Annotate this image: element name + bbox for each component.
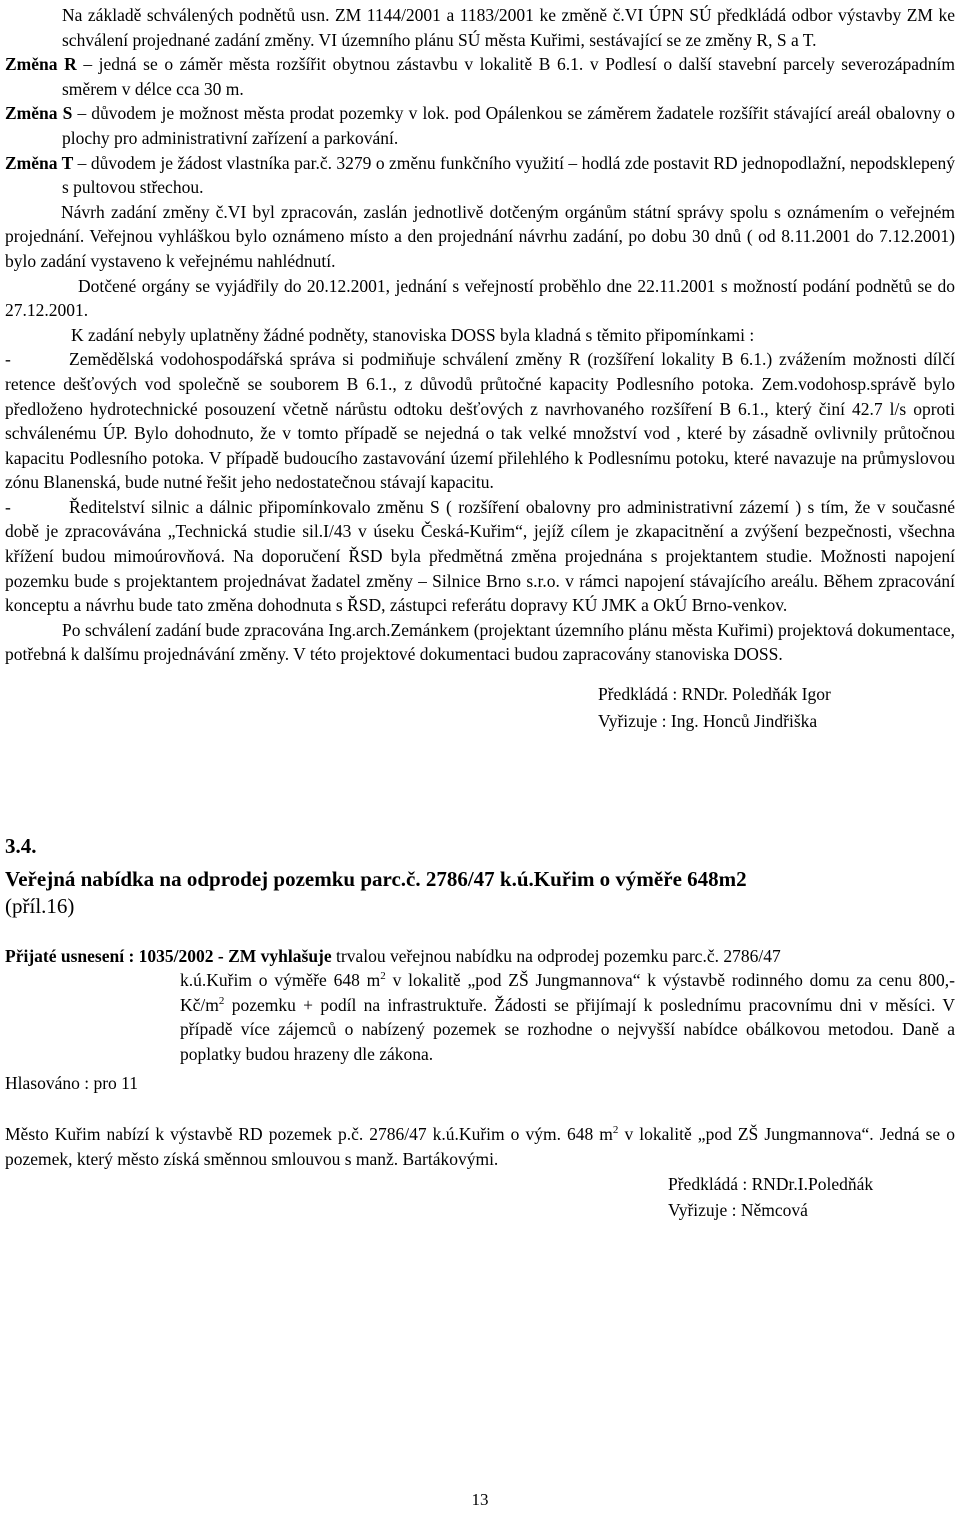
section-title	[5, 866, 955, 920]
page-number: 13	[471, 1490, 489, 1509]
section-title-bold: Veřejná nabídka na odprodej pozemku parc.č. 2786/47 k.ú.Kuřim o výměře 648m2	[5, 866, 747, 891]
remarks-intro-paragraph	[5, 323, 955, 348]
change-s-text: – důvodem je možnost města prodat pozemky v lok. pod Opálenkou se záměrem žadatele rozšířit stávající areál obalovny o plochy pro administrativní zařízení a parkování.	[62, 103, 956, 148]
section-presenter: Předkládá : RNDr.I.Poledňák	[668, 1174, 874, 1195]
intro-signature	[5, 681, 955, 736]
change-s-label: Změna S	[5, 103, 73, 124]
change-t-label: Změna T	[5, 152, 74, 173]
resolution-text-a: k.ú.Kuřim o výměře 648 m	[180, 970, 381, 991]
intro-handler: Vyřizuje : Ing. Honců Jindřiška	[598, 711, 818, 732]
section-title-attachment: (příl.16)	[5, 893, 75, 918]
draft-paragraph	[5, 200, 955, 274]
bullet-dash: -	[5, 496, 11, 517]
document-page	[5, 3, 955, 1223]
offer-text-a: Město Kuřim nabízí k výstavbě RD pozemek p.č. 2786/47 k.ú.Kuřim o vým. 648 m	[5, 1124, 613, 1145]
draft-text: Návrh zadání změny č.VI byl zpracován, zaslán jednotlivě dotčeným orgánům státní správy spolu s oznámením o veřejném projednání. Veřejnou vyhláškou bylo oznámeno místo a den projednání návrhu zadání, po dobu 30 dnů ( od 8.11.2001 do 7.12.2001) bylo zadání vystaveno k veřejnému nahlédnutí.	[5, 201, 955, 271]
area-superscript: 2	[380, 970, 386, 983]
vote-result: Hlasováno : pro 11	[5, 1072, 139, 1093]
offer-paragraph	[5, 1122, 955, 1171]
approval-paragraph	[5, 618, 955, 667]
resolution-first-line	[5, 944, 955, 969]
section-handler: Vyřizuje : Němcová	[668, 1200, 808, 1221]
resolution-label: Přijaté usnesení : 1035/2002 - ZM vyhlašuje	[5, 945, 332, 966]
resolution-first-text: trvalou veřejnou nabídku na odprodej pozemku parc.č. 2786/47	[331, 945, 781, 966]
change-r-label: Změna R	[5, 54, 77, 75]
remarks-intro-text: K zadání nebyly uplatněny žádné podněty, stanoviska DOSS byla kladná s těmito připomínkami :	[71, 324, 755, 345]
approval-text: Po schválení zadání bude zpracována Ing.arch.Zemánkem (projektant územního plánu města Kuřimi) projektová dokumentace, potřebná k dalšímu projednávání změny. V této projektové dokumentaci budou zapracovány stanoviska DOSS.	[5, 619, 955, 665]
resolution-text-b: v lokalitě „pod ZŠ Jungmannova“ k výstavbě rodinného domu za cenu 800,- Kč/m	[180, 970, 955, 1015]
change-t-text: – důvodem je žádost vlastníka par.č. 3279 o změnu funkčního využití – hodlá zde postavit RD jednopodlažní, nepodsklepený s pultovou střechou.	[62, 152, 955, 198]
remark-rsd-paragraph	[5, 495, 955, 618]
resolution-body	[5, 968, 955, 1066]
price-superscript: 2	[218, 994, 225, 1007]
remark-zvs-text: Zemědělská vodohospodářská správa si podmiňuje schválení změny R (rozšíření lokality B 6.1.) zvážením možnosti dílčí retence dešťových vod společně se souborem B 6.1., z důvodů průtočné kapacity Podlesního potoka. Zem.vodohosp.správě bylo předloženo hydrotechnické posouzení včetně nárůstu odtoku dešťových z navrhovaného rozšíření B 6.1., který činí 42.7 l/s oproti schválenému ÚP. Bylo dohodnuto, že v tomto případě se nejedná o tak velké množství vod , které by zásadně ovlivnily průtočnou kapacitu Podlesního potoka. V případě budoucího zastavování území přilehlého k Podlesnímu potoku, které navazuje na průmyslovou zónu Blanenská, bude nutné řešit jeho nedostatečnou stávají kapacitu.	[5, 349, 955, 493]
authorities-text: Dotčené orgány se vyjádřily do 20.12.2001, jednání s veřejností proběhlo dne 22.11.2001 s možností podání podnětů se do 27.12.2001.	[5, 275, 955, 321]
intro-presenter: Předkládá : RNDr. Poledňák Igor	[598, 684, 831, 705]
resolution-text-c: pozemku + podíl na infrastruktuře. Žádosti se přijímají k poslednímu pracovnímu dni v měsíci. V případě více zájemců o nabízený pozemek se rozhodne o nejvyšší nabídce obálkovou metodou. Daně a poplatky budou hrazeny dle zákona.	[180, 994, 955, 1064]
authorities-paragraph	[5, 274, 955, 323]
change-s-paragraph	[5, 101, 955, 150]
section-signature	[5, 1171, 955, 1223]
remark-rsd-text: Ředitelství silnic a dálnic připomínkovalo změnu S ( rozšíření obalovny pro administrativní zázemí ) s tím, že v současné době je zpracovávána „Technická studie sil.I/43 v úseku Česká-Kuřim“, jejíž cílem je zkapacitnění a zvýšení bezpečnosti, všechna křížení budou mimoúrovňová. Na doporučení ŘSD byla předmětná změna projednána s projektantem studie. Možnosti napojení pozemku bude s projektantem projednávat žadatel změny – Silnice Brno s.r.o. v rámci napojení stávajícího areálu. Během zpracování konceptu a návrhu bude tato změna dohodnuta s ŘSD, zástupci referátu dopravy KÚ JMK a OkÚ Brno-venkov.	[5, 496, 955, 616]
section-number: 3.4.	[5, 833, 37, 858]
offer-superscript: 2	[612, 1124, 619, 1137]
bullet-dash: -	[5, 349, 11, 370]
change-r-text: – jedná se o záměr města rozšířit obytnou zástavbu v lokalitě B 6.1. v Podlesí o další stavební parcely severozápadním směrem v délce cca 30 m.	[62, 54, 955, 99]
offer-text-b: v lokalitě „pod ZŠ Jungmannova“. Jedná se o pozemek, který město získá směnnou smlouvou s manž. Bartákovými.	[5, 1124, 955, 1169]
change-t-paragraph	[5, 151, 955, 200]
change-r-paragraph	[5, 52, 955, 101]
intro-paragraph: Na základě schválených podnětů usn. ZM 1144/2001 a 1183/2001 ke změně č.VI ÚPN SÚ předkládá odbor výstavby ZM ke schválení projednané zadání změny. VI územního plánu SÚ města Kuřimi, sestávající se ze změny R, S a T.	[62, 5, 955, 50]
remark-zvs-paragraph	[5, 347, 955, 495]
